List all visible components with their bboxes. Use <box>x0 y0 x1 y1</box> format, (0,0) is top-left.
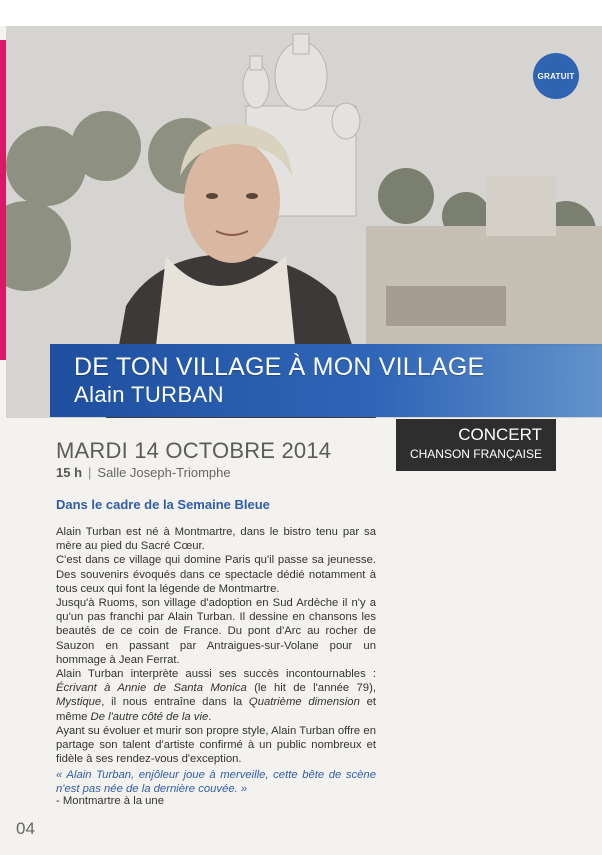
event-title: DE TON VILLAGE À MON VILLAGE <box>74 353 485 381</box>
press-quote: « Alain Turban, enjôleur joue à merveille, cette bête de scène n'est pas née de la dernière couvée. » <box>56 769 376 796</box>
artist-name: Alain TURBAN <box>74 382 224 407</box>
song-title: Écrivant à Annie de Santa Monica <box>56 682 247 695</box>
category-box <box>396 419 556 471</box>
category-secondary: CHANSON FRANÇAISE <box>409 447 542 461</box>
body-text-run: , il nous entraîne dans la <box>101 696 249 709</box>
body-text-run: Alain Turban interprète aussi ses succès incontournables : <box>56 668 376 681</box>
free-badge: GRATUIT <box>533 53 579 99</box>
song-title: Mystique <box>56 696 102 709</box>
event-date: MARDI 14 OCTOBRE 2014 <box>56 438 332 463</box>
article-body <box>56 525 376 766</box>
body-paragraph: Alain Turban est né à Montmartre, dans le bistro tenu par sa mère au pied du Sacré Cœur. <box>56 526 376 553</box>
body-text-run: . <box>208 710 212 723</box>
body-text-run: et même <box>56 696 376 723</box>
body-paragraph: C'est dans ce village qui domine Paris qu'il passe sa jeunesse. Des souvenirs évoqués dans ce spectacle dédié notamment à tous ceux qui font la légende de Montmartre. <box>56 554 376 595</box>
body-paragraph: Ayant su évoluer et murir son propre style, Alain Turban offre en partage son talent d'artiste confirmé à un public nombreux et fidèle à ses rendez-vous d'exception. <box>56 724 376 766</box>
body-text-run: (le hit de l'année 79), <box>246 682 376 695</box>
body-paragraph: Jusqu'à Ruoms, son village d'adoption en Sud Ardèche il n'y a qu'un pas franchi par Alain Turban. Il dessine en chansons les beautés de ce coin de France. Du pont d'Arc au rocher de Sauzon en passant par Antraigues-sur-Volane pour un hommage à Jean Ferrat. <box>56 597 376 666</box>
event-time-venue <box>56 465 231 480</box>
event-hour: 15 h <box>56 465 83 480</box>
page-number: 04 <box>16 819 35 838</box>
separator: | <box>88 465 92 480</box>
event-venue: Salle Joseph-Triomphe <box>97 465 231 480</box>
quote-source: - Montmartre à la une <box>56 795 164 807</box>
body-paragraph <box>56 667 376 724</box>
page-top-margin <box>0 0 602 26</box>
event-context: Dans le cadre de la Semaine Bleue <box>56 497 270 512</box>
category-primary: CONCERT <box>458 425 542 444</box>
song-title: Quatrième dimension <box>248 696 360 709</box>
song-title: De l'autre côté de la vie <box>90 710 209 723</box>
